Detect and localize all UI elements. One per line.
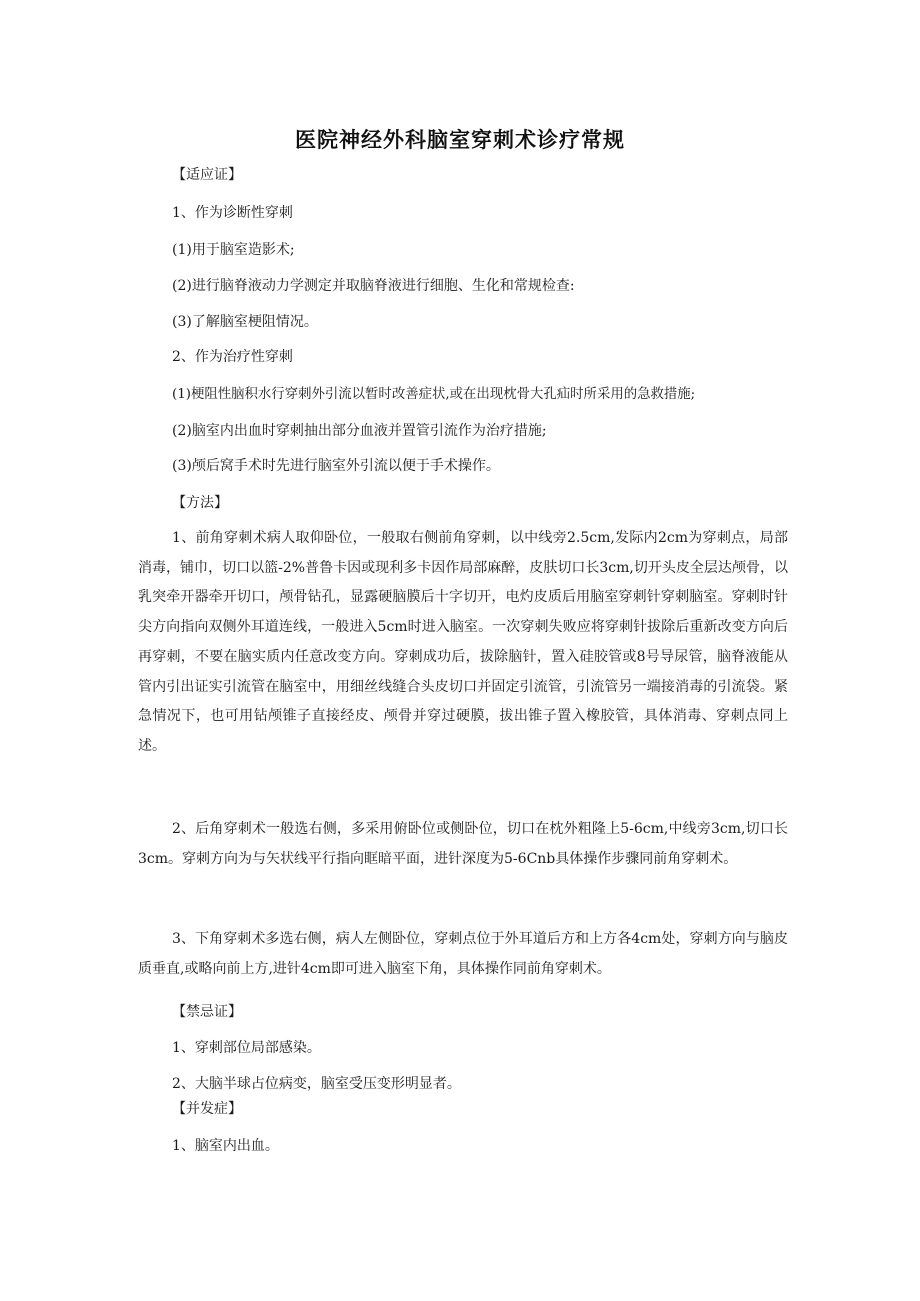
complications-heading: 【并发症】: [172, 1101, 242, 1117]
therapeutic-puncture: 2、作为治疗性穿刺: [172, 349, 293, 365]
methods-heading: 【方法】: [172, 495, 228, 511]
diagnostic-item-2: (2)进行脑脊液动力学测定并取脑脊液进行细胞、生化和常规检查:: [172, 278, 575, 294]
page-title: 医院神经外科脑室穿刺术诊疗常规: [295, 128, 625, 152]
diagnostic-puncture: 1、作为诊断性穿刺: [172, 205, 293, 221]
therapeutic-item-3: (3)颅后窝手术时先进行脑室外引流以便于手术操作。: [172, 458, 500, 474]
method-anterior-horn: 1、前角穿刺术病人取仰卧位，一般取右侧前角穿刺，以中线旁2.5cm,发际内2cm为穿刺点，局部消毒，铺巾，切口以篮-2%普鲁卡因或现利多卡因作局部麻醉，皮肤切口长3cm,切开头皮全层达颅骨，以乳突牵开器牵开切口，颅骨钻孔，显露硬脑膜后十字切开，电灼皮质后用脑室穿刺针穿刺脑室。穿刺时针尖方向指向双侧外耳道连线，一般进入5cm时进入脑室。一次穿刺失败应将穿刺针拔除后重新改变方向后再穿刺，不要在脑实质内任意改变方向。穿刺成功后，拔除脑针，置入硅胶管或8号导尿管，脑脊液能从管内引出证实引流管在脑室中，用细丝线缝合头皮切口并固定引流管，引流管另一端接消毒的引流袋。紧急情况下，也可用钻颅锥子直接经皮、颅骨并穿过硬膜，拔出锥子置入橡胶管，具体消毒、穿刺点同上述。: [138, 530, 788, 754]
indications-heading: 【适应证】: [172, 167, 242, 183]
contraindication-2: 2、大脑半球占位病变，脑室受压变形明显者。: [172, 1076, 461, 1092]
diagnostic-item-1: (1)用于脑室造影术;: [172, 242, 295, 258]
therapeutic-item-2: (2)脑室内出血时穿刺抽出部分血液并置管引流作为治疗措施;: [172, 423, 547, 439]
contraindication-1: 1、穿刺部位局部感染。: [172, 1040, 321, 1056]
diagnostic-item-3: (3)了解脑室梗阻情况。: [172, 314, 318, 330]
complication-1: 1、脑室内出血。: [172, 1138, 279, 1154]
method-inferior-horn: 3、下角穿刺术多选右侧，病人左侧卧位，穿刺点位于外耳道后方和上方各4cm处，穿刺方向与脑皮质垂直,或略向前上方,进针4cm即可进入脑室下角，具体操作同前角穿刺术。: [138, 931, 788, 977]
method-posterior-horn: 2、后角穿刺术一般选右侧，多采用俯卧位或侧卧位，切口在枕外粗隆上5-6cm,中线旁3cm,切口长3cm。穿刺方向为与矢状线平行指向眶暗平面，进针深度为5-6Cnb具体操作步骤同前角穿刺术。: [138, 821, 788, 867]
contraindications-heading: 【禁忌证】: [172, 1004, 242, 1020]
therapeutic-item-1: (1)梗阻性脑积水行穿刺外引流以暂时改善症状,或在出现枕骨大孔疝时所采用的急救措施;: [172, 387, 696, 402]
